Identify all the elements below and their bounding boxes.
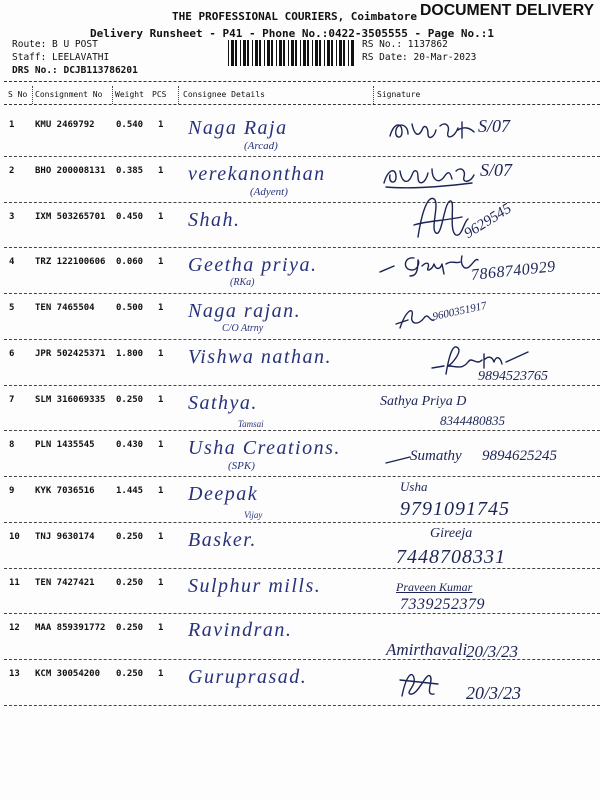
weight: 0.250 xyxy=(116,394,144,405)
barcode-bar xyxy=(312,40,313,66)
barcode-bar xyxy=(228,40,229,66)
staff-label: Staff: LEELAVATHI xyxy=(12,52,110,63)
serial-number: 1 xyxy=(9,120,15,130)
weight: 0.540 xyxy=(116,120,144,130)
barcode-bar xyxy=(291,40,294,66)
signature-text: 7868740929 xyxy=(470,258,557,285)
document-type-title: DOCUMENT DELIVERY xyxy=(420,2,595,19)
signature-text: 9791091745 xyxy=(400,498,510,520)
pieces: 1 xyxy=(158,531,164,542)
barcode-bar xyxy=(235,40,237,66)
consignment-number: TEN 7465504 xyxy=(35,303,95,313)
signature-name: Gireeja xyxy=(430,525,473,541)
serial-number: 4 xyxy=(9,257,15,268)
signature-stroke xyxy=(384,169,474,188)
pieces: 1 xyxy=(158,486,164,496)
column-separator xyxy=(178,86,179,104)
pieces: 1 xyxy=(158,669,164,679)
signature-stroke xyxy=(380,256,478,276)
signature-text: 9894523765 xyxy=(478,368,548,384)
signature-name: Usha xyxy=(400,479,428,494)
company-name: THE PROFESSIONAL COURIERS, Coimbatore xyxy=(172,10,418,23)
pieces: 1 xyxy=(158,303,164,313)
barcode-bar xyxy=(276,40,277,66)
signature-stroke xyxy=(390,122,474,138)
consignee-note: (Adyent) xyxy=(250,185,288,198)
serial-number: 11 xyxy=(9,577,20,588)
barcode-bar xyxy=(267,40,270,66)
column-separator xyxy=(373,86,374,104)
weight: 0.250 xyxy=(116,623,144,634)
pieces: 1 xyxy=(158,440,164,451)
signature-text: 9600351917 xyxy=(431,299,488,323)
barcode-bar xyxy=(348,40,349,66)
serial-number: 13 xyxy=(9,669,20,679)
consignee-note: (RKa) xyxy=(230,277,255,289)
signature-scribble xyxy=(384,453,412,465)
divider xyxy=(4,81,600,82)
barcode-bar xyxy=(336,40,337,66)
table-row xyxy=(4,200,600,249)
consignment-number: KYK 7036516 xyxy=(35,486,95,496)
serial-number: 3 xyxy=(9,211,15,222)
signature-text: 7339252379 xyxy=(400,595,485,613)
barcode-bar xyxy=(343,40,345,66)
signature-scribble xyxy=(396,666,442,702)
pieces: 1 xyxy=(158,211,164,222)
weight: 0.385 xyxy=(116,165,144,176)
weight: 0.450 xyxy=(116,211,144,222)
consignee-name: Deepak xyxy=(188,483,259,505)
serial-number: 7 xyxy=(9,394,15,405)
weight: 1.800 xyxy=(116,348,144,359)
consignment-number: PLN 1435545 xyxy=(35,440,95,451)
barcode-bar xyxy=(315,40,318,66)
table-row xyxy=(4,386,600,432)
table-row xyxy=(4,660,600,706)
barcode xyxy=(228,40,356,66)
signature-text: S/07 xyxy=(480,159,513,180)
consignee-name: Sulphur mills. xyxy=(188,574,322,597)
consignee-name: Usha Creations. xyxy=(188,437,341,460)
consignment-number: SLM 316069335 xyxy=(35,394,106,405)
route-label: Route: B U POST xyxy=(12,39,98,50)
consignment-number: BHO 200008131 xyxy=(35,165,106,176)
consignee-note: (SPK) xyxy=(228,460,255,473)
column-header-weight: Weight xyxy=(115,90,144,99)
table-row xyxy=(4,294,600,340)
consignee-note: Vijay xyxy=(244,510,263,520)
signature-stroke xyxy=(386,457,410,463)
serial-number: 5 xyxy=(9,303,15,313)
barcode-bar xyxy=(319,40,321,66)
barcode-bar xyxy=(231,40,234,66)
column-separator xyxy=(112,86,113,104)
table-row xyxy=(4,340,600,386)
barcode-bar xyxy=(252,40,253,66)
divider xyxy=(4,104,600,105)
barcode-bar xyxy=(339,40,342,66)
signature-stroke xyxy=(396,311,434,328)
column-separator xyxy=(32,86,33,104)
consignee-name: Basker. xyxy=(188,528,257,551)
serial-number: 12 xyxy=(9,623,20,634)
pieces: 1 xyxy=(158,120,164,130)
signature-name: Sathya Priya D xyxy=(380,393,467,409)
pieces: 1 xyxy=(158,623,164,634)
column-header-sno: S No xyxy=(8,90,28,99)
table-row xyxy=(4,431,600,477)
column-header-consignment: Consignment No xyxy=(35,90,103,99)
pieces: 1 xyxy=(158,577,164,588)
rs-number: RS No.: 1137862 xyxy=(362,39,448,50)
barcode-bar xyxy=(264,40,265,66)
consignee-name: Geetha priya. xyxy=(188,254,318,277)
consignment-number: JPR 502425371 xyxy=(35,348,106,359)
signature-stroke xyxy=(400,675,438,696)
barcode-bar xyxy=(247,40,249,66)
drs-number: DRS No.: DCJB113786201 xyxy=(12,65,138,76)
runsheet-title: Delivery Runsheet - P41 - Phone No.:0422-3505555 - Page No.:1 xyxy=(90,27,494,40)
consignee-name: Shah. xyxy=(188,208,241,231)
pieces: 1 xyxy=(158,165,164,176)
serial-number: 8 xyxy=(9,440,15,451)
barcode-bar xyxy=(283,40,285,66)
table-row xyxy=(4,523,600,569)
signature-scribble xyxy=(378,252,482,280)
consignee-name: Naga rajan. xyxy=(188,300,302,322)
consignee-name: Naga Raja xyxy=(188,117,288,139)
column-header-signature: Signature xyxy=(377,90,421,99)
pieces: 1 xyxy=(158,394,164,405)
consignment-number: TRZ 122100606 xyxy=(35,257,106,268)
weight: 0.250 xyxy=(116,669,144,679)
barcode-bar xyxy=(351,40,354,66)
signature-text: 9894625245 xyxy=(482,448,557,465)
consignment-number: IXM 503265701 xyxy=(35,211,106,222)
signature-text: 20/3/23 xyxy=(466,683,522,703)
table-row xyxy=(4,614,600,660)
serial-number: 6 xyxy=(9,348,15,359)
consignment-number: TEN 7427421 xyxy=(35,577,95,588)
barcode-bar xyxy=(271,40,273,66)
barcode-bar xyxy=(300,40,301,66)
signature-name: Sumathy xyxy=(410,448,462,465)
serial-number: 10 xyxy=(9,531,20,542)
consignment-number: TNJ 9630174 xyxy=(35,531,95,542)
signature-name: Amirthavali xyxy=(386,640,468,660)
signature-text: 9629545 xyxy=(461,200,515,242)
signature-scribble xyxy=(412,191,470,243)
consignment-number: MAA 859391772 xyxy=(35,623,106,634)
consignee-name: Sathya. xyxy=(188,391,258,414)
barcode-bar xyxy=(255,40,258,66)
consignee-note: C/O Atrny xyxy=(222,323,264,334)
pieces: 1 xyxy=(158,348,164,359)
barcode-bar xyxy=(295,40,297,66)
consignee-note: (Arcad) xyxy=(244,140,278,152)
pieces: 1 xyxy=(158,257,164,268)
signature-stroke xyxy=(414,198,468,237)
column-header-consignee: Consignee Details xyxy=(183,90,265,99)
barcode-bar xyxy=(307,40,309,66)
barcode-bar xyxy=(243,40,246,66)
barcode-bar xyxy=(327,40,330,66)
consignee-note: Tamsai xyxy=(238,418,264,429)
weight: 0.250 xyxy=(116,531,144,542)
column-header-pcs: PCS xyxy=(152,90,167,99)
serial-number: 2 xyxy=(9,165,15,176)
table-row xyxy=(4,248,600,294)
signature-text: 7448708331 xyxy=(396,545,506,568)
table-row xyxy=(4,569,600,615)
signature-text: 20/3/23 xyxy=(466,642,518,662)
barcode-bar xyxy=(240,40,241,66)
weight: 0.430 xyxy=(116,440,144,451)
table-row xyxy=(4,477,600,523)
signature-text: 8344480835 xyxy=(440,412,505,428)
consignee-name: Guruprasad. xyxy=(188,666,308,688)
weight: 0.060 xyxy=(116,257,144,268)
weight: 1.445 xyxy=(116,486,144,496)
signature-name: Praveen Kumar xyxy=(396,579,473,594)
consignment-number: KCM 30054200 xyxy=(35,669,101,679)
table-row xyxy=(4,157,600,203)
signature-text: S/07 xyxy=(478,116,511,136)
signature-scribble xyxy=(394,302,436,332)
consignee-name: Ravindran. xyxy=(188,619,293,642)
consignment-number: KMU 2469792 xyxy=(35,120,95,130)
consignee-name: verekanonthan xyxy=(188,162,326,185)
serial-number: 9 xyxy=(9,486,15,496)
consignee-name: Vishwa nathan. xyxy=(188,345,332,368)
barcode-bar xyxy=(303,40,306,66)
barcode-bar xyxy=(288,40,289,66)
barcode-bar xyxy=(279,40,282,66)
weight: 0.500 xyxy=(116,303,144,313)
weight: 0.250 xyxy=(116,577,144,588)
barcode-bar xyxy=(324,40,325,66)
barcode-bar xyxy=(331,40,333,66)
barcode-bar xyxy=(259,40,261,66)
signature-scribble xyxy=(388,116,478,144)
table-row xyxy=(4,111,600,157)
signature-scribble xyxy=(380,161,476,191)
rs-date: RS Date: 20-Mar-2023 xyxy=(362,52,477,63)
